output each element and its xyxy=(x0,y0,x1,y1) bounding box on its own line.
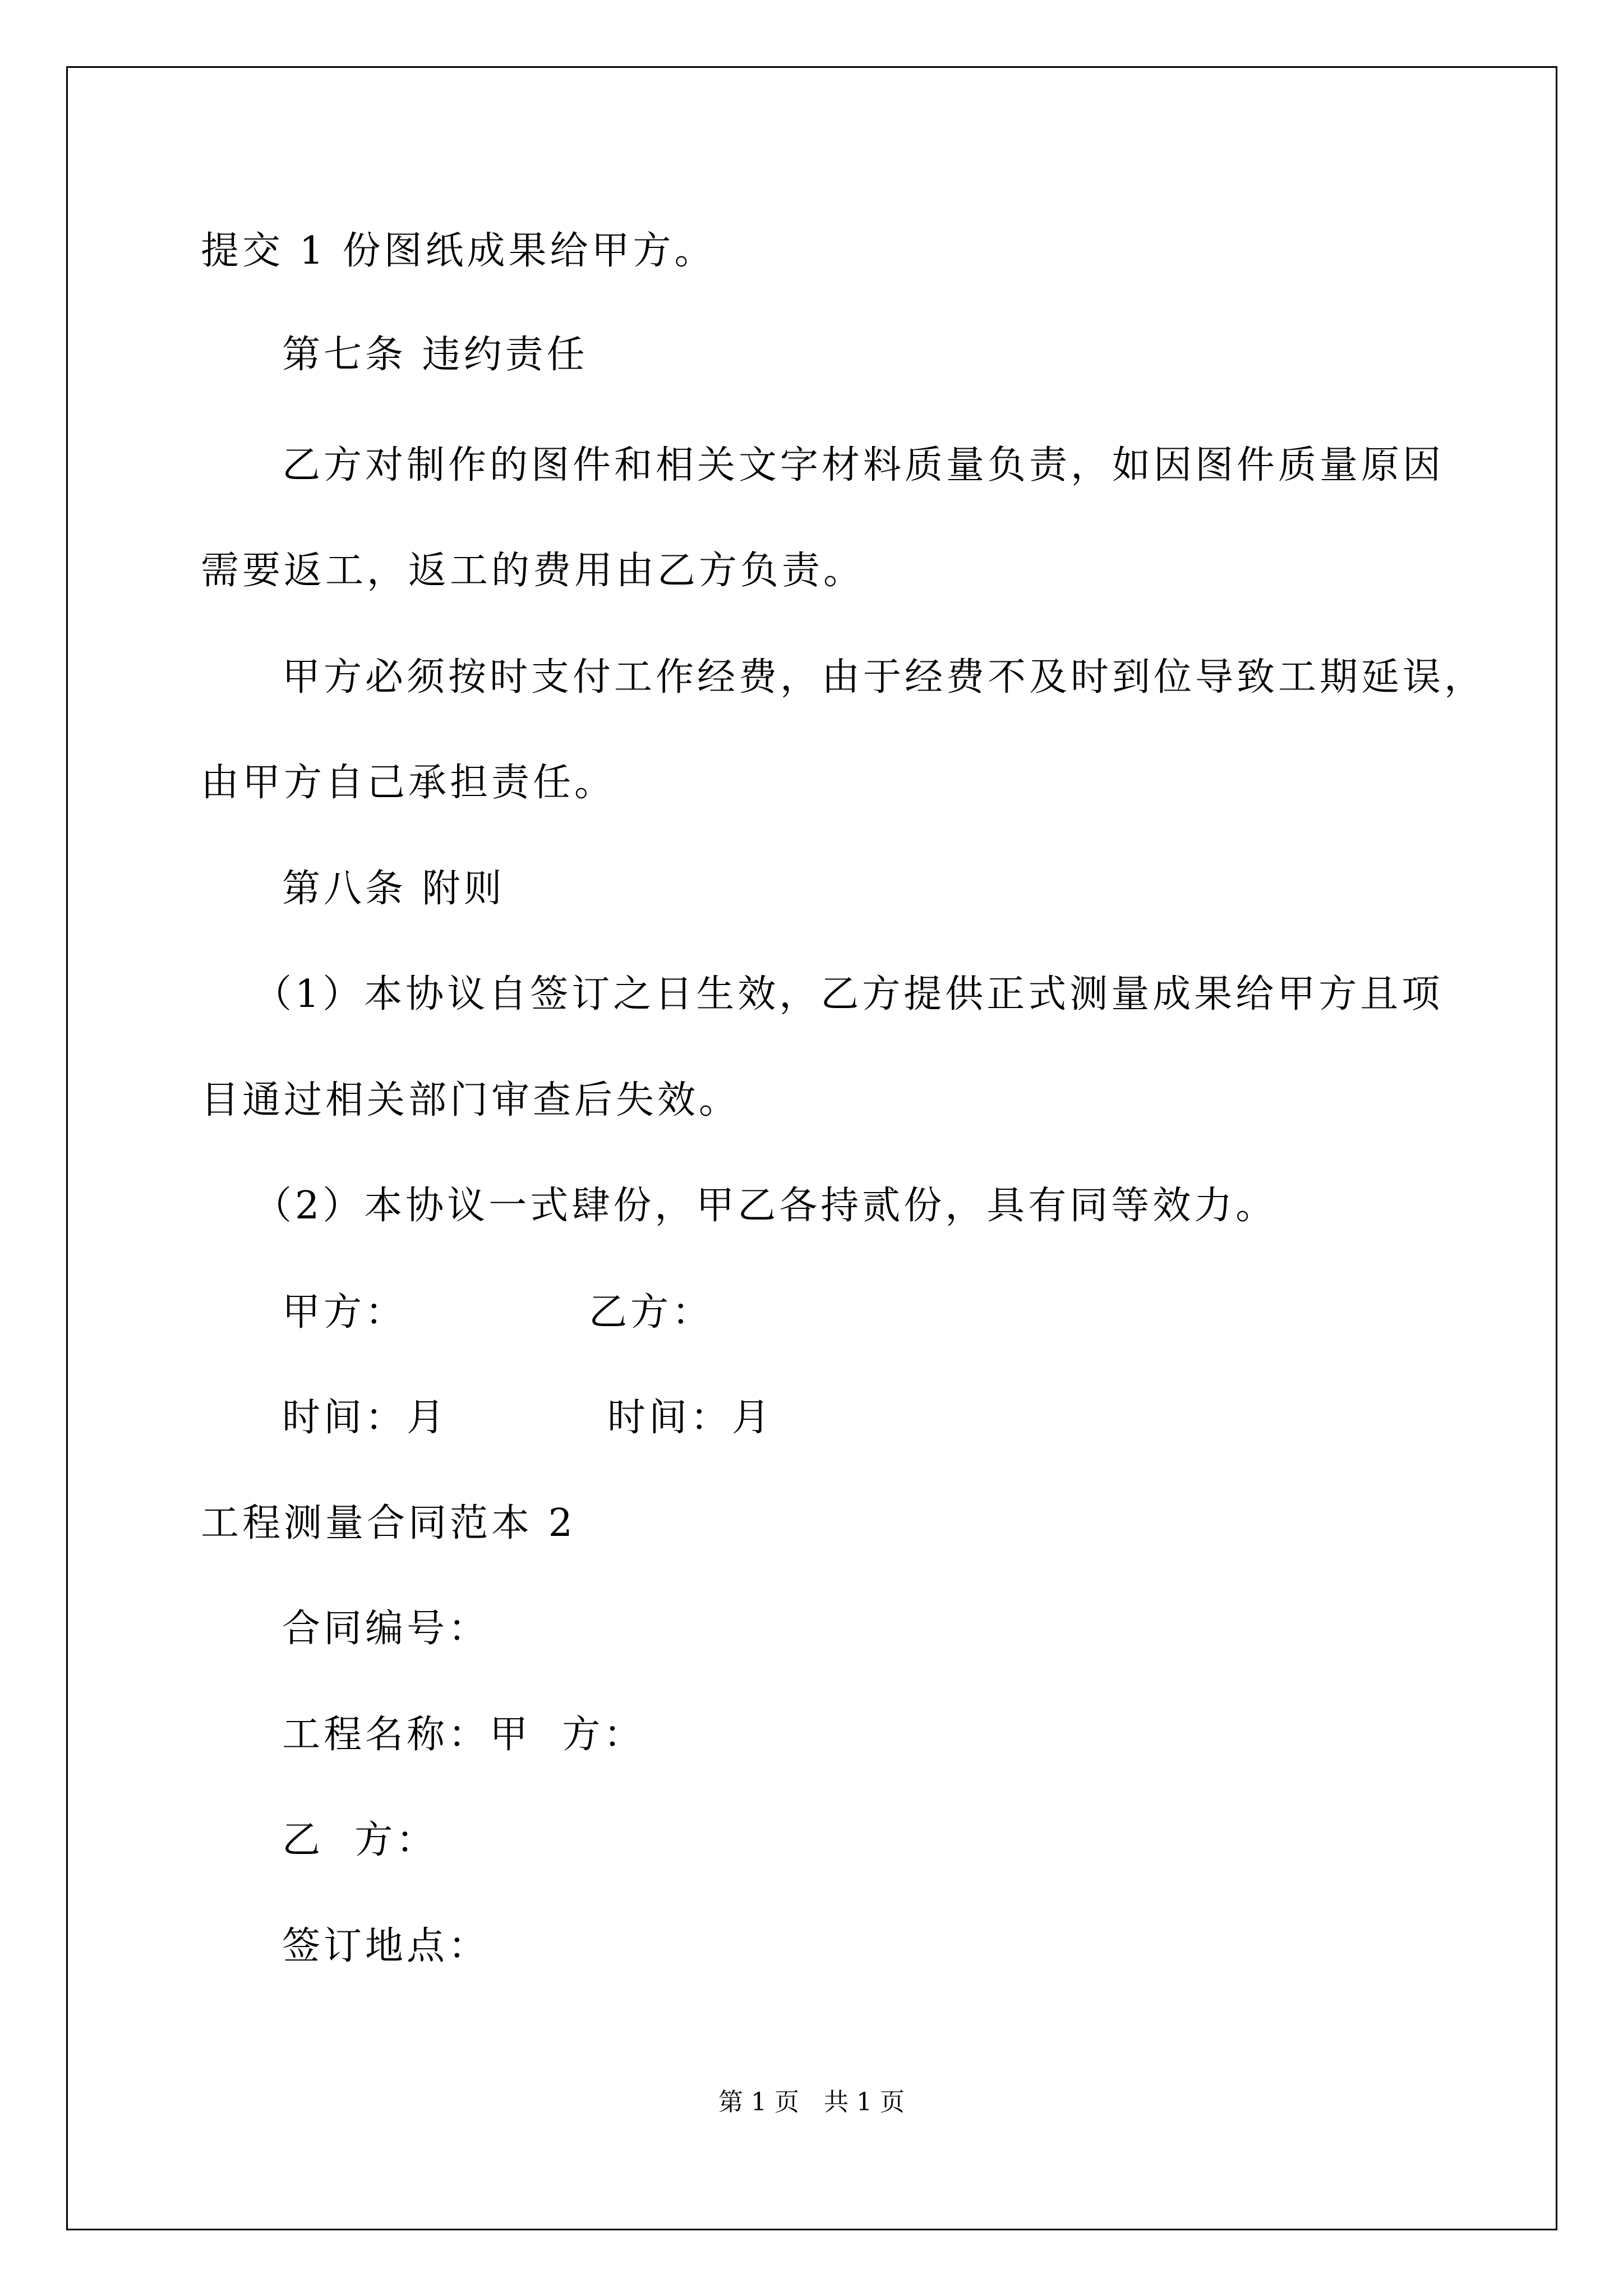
section-title: 工程测量合同范本 2 xyxy=(201,1501,576,1545)
text-line: 乙方对制作的图件和相关文字材料质量负责，如因图件质量原因 xyxy=(282,443,1445,487)
page-border xyxy=(66,66,1557,2230)
date-label-a: 时间：月 xyxy=(282,1396,449,1440)
text-line: 目通过相关部门审查后失效。 xyxy=(201,1078,741,1122)
party-b-field: 乙 方： xyxy=(282,1818,438,1862)
text-line: 甲方必须按时支付工作经费，由于经费不及时到位导致工期延误， xyxy=(282,655,1486,700)
party-b-label: 乙方： xyxy=(589,1290,714,1335)
text-line: （1）本协议自签订之日生效，乙方提供正式测量成果给甲方且项 xyxy=(253,972,1444,1016)
page-footer: 第 1 页 共 1 页 xyxy=(718,2088,905,2116)
text-line: 提交 1 份图纸成果给甲方。 xyxy=(201,229,716,273)
text-line: 需要返工，返工的费用由乙方负责。 xyxy=(201,549,865,593)
party-a-label: 甲方： xyxy=(282,1290,407,1335)
contract-number-label: 合同编号： xyxy=(282,1607,490,1651)
article-heading: 第八条 附则 xyxy=(282,867,505,911)
article-heading: 第七条 违约责任 xyxy=(282,333,588,377)
project-name-label: 工程名称：甲 方： xyxy=(282,1713,645,1757)
text-line: （2）本协议一式肆份，甲乙各持贰份，具有同等效力。 xyxy=(253,1184,1278,1228)
signing-place-label: 签订地点： xyxy=(282,1924,490,1968)
date-label-b: 时间：月 xyxy=(607,1396,774,1440)
text-line: 由甲方自己承担责任。 xyxy=(201,761,616,805)
